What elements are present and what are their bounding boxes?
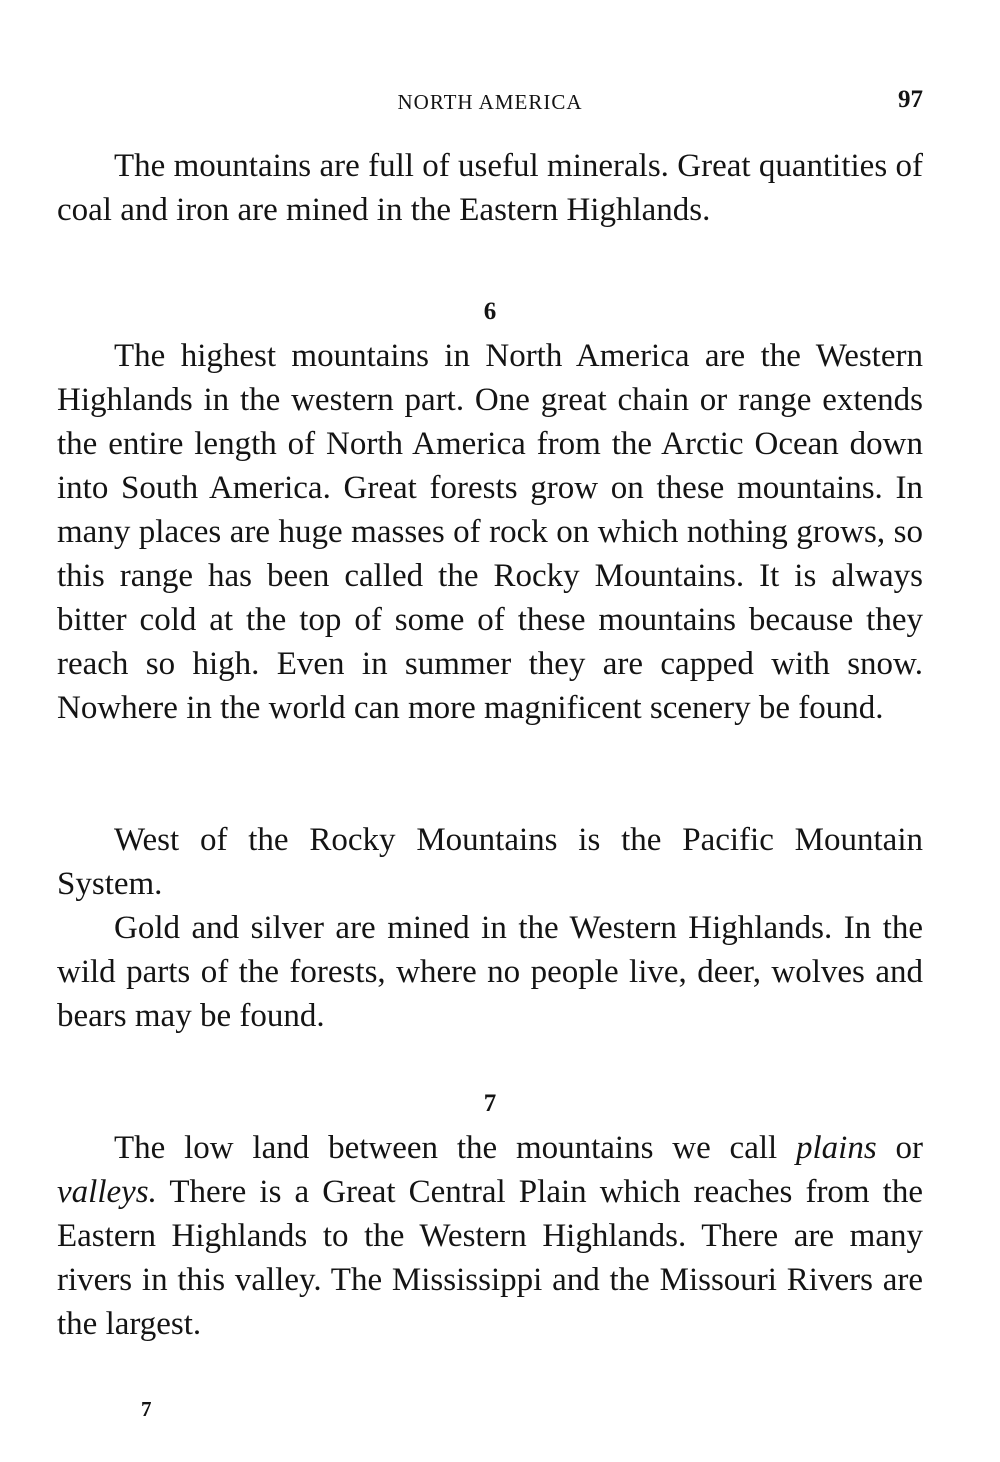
- section-number-7: 7: [483, 1090, 497, 1117]
- running-head-title: NORTH AMERICA: [397, 90, 583, 114]
- signature-mark: 7: [141, 1397, 152, 1421]
- word-or: or: [895, 1130, 924, 1166]
- paragraph-western-highlands: The highest mountains in North America are the Western Highlands in the western part. One great chain or range extends the entire length of North America from the Arctic Ocean down into South America. Great forests grow on these mountains. In many places are huge masses of rock on which nothing grows, so this range has been called the Rocky Mountains. It is always bitter cold at the top of some of these mountains because they reach so high. Even in summer they are capped with snow. Nowhere in the world can more magnificent scenery be found.: [57, 338, 923, 726]
- paragraph-plains: [57, 1126, 923, 1346]
- running-head: [57, 86, 923, 116]
- term-plains: plains: [796, 1130, 877, 1166]
- paragraph-minerals: The mountains are full of useful minerals. Great quantities of coal and iron are mined in the Eastern Highlands.: [57, 148, 923, 228]
- term-valleys: valleys.: [57, 1174, 157, 1210]
- paragraph-pacific-system: West of the Rocky Mountains is the Pacific Mountain System.: [57, 822, 923, 902]
- page-number: 97: [898, 86, 923, 113]
- plains-text-end: There is a Great Central Plain which reaches from the Eastern Highlands to the Western Highlands. There are many rivers in this valley. The Mississippi and the Missouri Rivers are the largest.: [57, 1174, 923, 1342]
- plains-text-start: The low land between the mountains we call: [114, 1130, 778, 1166]
- paragraph-gold-silver: Gold and silver are mined in the Western Highlands. In the wild parts of the forests, where no people live, deer, wolves and bears may be found.: [57, 910, 923, 1034]
- book-page: [57, 0, 923, 1462]
- section-number-6: 6: [483, 298, 497, 325]
